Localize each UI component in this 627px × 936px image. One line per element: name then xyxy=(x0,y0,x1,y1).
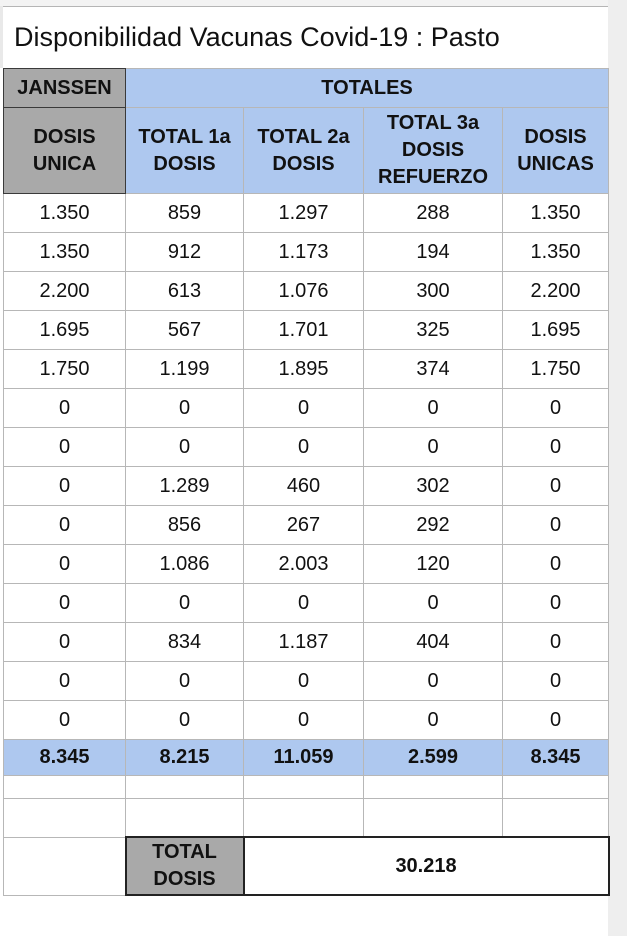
table-cell[interactable]: 1.895 xyxy=(244,350,364,389)
table-cell[interactable]: 0 xyxy=(503,506,609,545)
table-cell[interactable]: 1.695 xyxy=(503,311,609,350)
empty-cell[interactable] xyxy=(4,799,126,838)
table-cell[interactable]: 1.695 xyxy=(4,311,126,350)
total-dosis-label[interactable]: TOTAL DOSIS xyxy=(126,837,244,895)
table-cell[interactable]: 1.350 xyxy=(4,194,126,233)
table-cell[interactable]: 1.701 xyxy=(244,311,364,350)
table-cell[interactable]: 302 xyxy=(364,467,503,506)
table-row xyxy=(4,545,609,584)
total-dosis-value[interactable]: 30.218 xyxy=(244,837,609,895)
empty-cell[interactable] xyxy=(364,776,503,799)
col-header-total-1a[interactable]: TOTAL 1a DOSIS xyxy=(126,108,244,194)
table-cell[interactable]: 834 xyxy=(126,623,244,662)
table-row xyxy=(4,233,609,272)
table-cell[interactable]: 1.187 xyxy=(244,623,364,662)
table-cell[interactable]: 404 xyxy=(364,623,503,662)
table-cell[interactable]: 0 xyxy=(364,662,503,701)
total-3a-dosis[interactable]: 2.599 xyxy=(364,740,503,776)
table-cell[interactable]: 0 xyxy=(503,662,609,701)
table-cell[interactable]: 0 xyxy=(364,584,503,623)
data-body xyxy=(4,194,609,740)
table-cell[interactable]: 0 xyxy=(126,428,244,467)
table-row xyxy=(4,623,609,662)
table-cell[interactable]: 1.750 xyxy=(503,350,609,389)
table-cell[interactable]: 0 xyxy=(244,701,364,740)
col-header-total-3a[interactable]: TOTAL 3a DOSIS REFUERZO xyxy=(364,108,503,194)
total-1a-dosis[interactable]: 8.215 xyxy=(126,740,244,776)
col-header-dosis-unicas[interactable]: DOSIS UNICAS xyxy=(503,108,609,194)
table-cell[interactable]: 120 xyxy=(364,545,503,584)
empty-cell[interactable] xyxy=(244,799,364,838)
table-row xyxy=(4,584,609,623)
table-cell[interactable]: 0 xyxy=(503,545,609,584)
total-dosis-unicas[interactable]: 8.345 xyxy=(503,740,609,776)
table-cell[interactable]: 0 xyxy=(4,662,126,701)
table-row xyxy=(4,506,609,545)
table-cell[interactable]: 2.003 xyxy=(244,545,364,584)
table-cell[interactable]: 0 xyxy=(126,389,244,428)
empty-cell[interactable] xyxy=(126,799,244,838)
header-totales[interactable]: TOTALES xyxy=(126,69,609,108)
right-edge xyxy=(608,0,627,936)
table-cell[interactable]: 0 xyxy=(364,701,503,740)
table-cell[interactable]: 460 xyxy=(244,467,364,506)
table-cell[interactable]: 0 xyxy=(4,506,126,545)
table-row xyxy=(4,194,609,233)
table-cell[interactable]: 0 xyxy=(126,662,244,701)
vaccine-table xyxy=(3,68,610,896)
table-cell[interactable]: 0 xyxy=(244,584,364,623)
table-cell[interactable]: 325 xyxy=(364,311,503,350)
table-cell[interactable]: 0 xyxy=(503,584,609,623)
table-cell[interactable]: 0 xyxy=(4,584,126,623)
table-cell[interactable]: 0 xyxy=(503,701,609,740)
table-cell[interactable]: 2.200 xyxy=(503,272,609,311)
empty-cell[interactable] xyxy=(503,776,609,799)
table-row xyxy=(4,701,609,740)
empty-cell[interactable] xyxy=(126,776,244,799)
header-janssen[interactable]: JANSSEN xyxy=(4,69,126,108)
table-cell[interactable]: 267 xyxy=(244,506,364,545)
table-cell[interactable]: 194 xyxy=(364,233,503,272)
empty-cell[interactable] xyxy=(503,799,609,838)
empty-row xyxy=(4,799,609,838)
table-row xyxy=(4,428,609,467)
total-dosis-row xyxy=(4,837,609,895)
table-cell[interactable]: 0 xyxy=(503,623,609,662)
table-cell[interactable]: 0 xyxy=(244,662,364,701)
table-cell[interactable]: 1.350 xyxy=(4,233,126,272)
table-cell[interactable]: 1.289 xyxy=(126,467,244,506)
table-cell[interactable]: 0 xyxy=(4,545,126,584)
table-cell[interactable]: 0 xyxy=(503,428,609,467)
table-cell[interactable]: 1.297 xyxy=(244,194,364,233)
table-cell[interactable]: 374 xyxy=(364,350,503,389)
table-cell[interactable]: 0 xyxy=(126,701,244,740)
table-cell[interactable]: 0 xyxy=(244,389,364,428)
table-cell[interactable]: 1.350 xyxy=(503,233,609,272)
table-cell[interactable]: 1.076 xyxy=(244,272,364,311)
table-cell[interactable]: 1.173 xyxy=(244,233,364,272)
table-row xyxy=(4,389,609,428)
left-strip xyxy=(0,6,3,68)
table-cell[interactable]: 859 xyxy=(126,194,244,233)
empty-cell[interactable] xyxy=(244,776,364,799)
table-cell[interactable]: 0 xyxy=(4,428,126,467)
table-cell[interactable]: 912 xyxy=(126,233,244,272)
header-row-2 xyxy=(4,108,609,194)
empty-cell[interactable] xyxy=(4,776,126,799)
table-cell[interactable]: 0 xyxy=(503,467,609,506)
table-cell[interactable]: 300 xyxy=(364,272,503,311)
top-strip xyxy=(0,0,608,7)
table-cell[interactable]: 856 xyxy=(126,506,244,545)
total-2a-dosis[interactable]: 11.059 xyxy=(244,740,364,776)
table-cell[interactable]: 0 xyxy=(364,389,503,428)
header-row-1 xyxy=(4,69,609,108)
table-cell[interactable]: 0 xyxy=(244,428,364,467)
table-cell[interactable]: 288 xyxy=(364,194,503,233)
table-row xyxy=(4,467,609,506)
table-cell[interactable]: 567 xyxy=(126,311,244,350)
table-cell[interactable]: 0 xyxy=(126,584,244,623)
col-header-total-2a[interactable]: TOTAL 2a DOSIS xyxy=(244,108,364,194)
table-cell[interactable]: 1.350 xyxy=(503,194,609,233)
table-cell[interactable]: 292 xyxy=(364,506,503,545)
table-cell[interactable]: 0 xyxy=(4,701,126,740)
table-cell[interactable]: 0 xyxy=(4,623,126,662)
sheet-title: Disponibilidad Vacunas Covid-19 : Pasto xyxy=(14,22,500,52)
table-cell[interactable]: 2.200 xyxy=(4,272,126,311)
table-cell[interactable]: 0 xyxy=(4,467,126,506)
empty-cell[interactable] xyxy=(364,799,503,838)
empty-cell[interactable] xyxy=(4,837,126,895)
table-cell[interactable]: 1.199 xyxy=(126,350,244,389)
total-dosis-unica[interactable]: 8.345 xyxy=(4,740,126,776)
table-cell[interactable]: 613 xyxy=(126,272,244,311)
totals-row xyxy=(4,740,609,776)
table-cell[interactable]: 0 xyxy=(364,428,503,467)
empty-row xyxy=(4,776,609,799)
table-row xyxy=(4,350,609,389)
table-row xyxy=(4,311,609,350)
col-header-dosis-unica[interactable]: DOSIS UNICA xyxy=(4,108,126,194)
table-row xyxy=(4,662,609,701)
table-cell[interactable]: 0 xyxy=(4,389,126,428)
table-row xyxy=(4,272,609,311)
table-cell[interactable]: 0 xyxy=(503,389,609,428)
table-cell[interactable]: 1.086 xyxy=(126,545,244,584)
table-cell[interactable]: 1.750 xyxy=(4,350,126,389)
